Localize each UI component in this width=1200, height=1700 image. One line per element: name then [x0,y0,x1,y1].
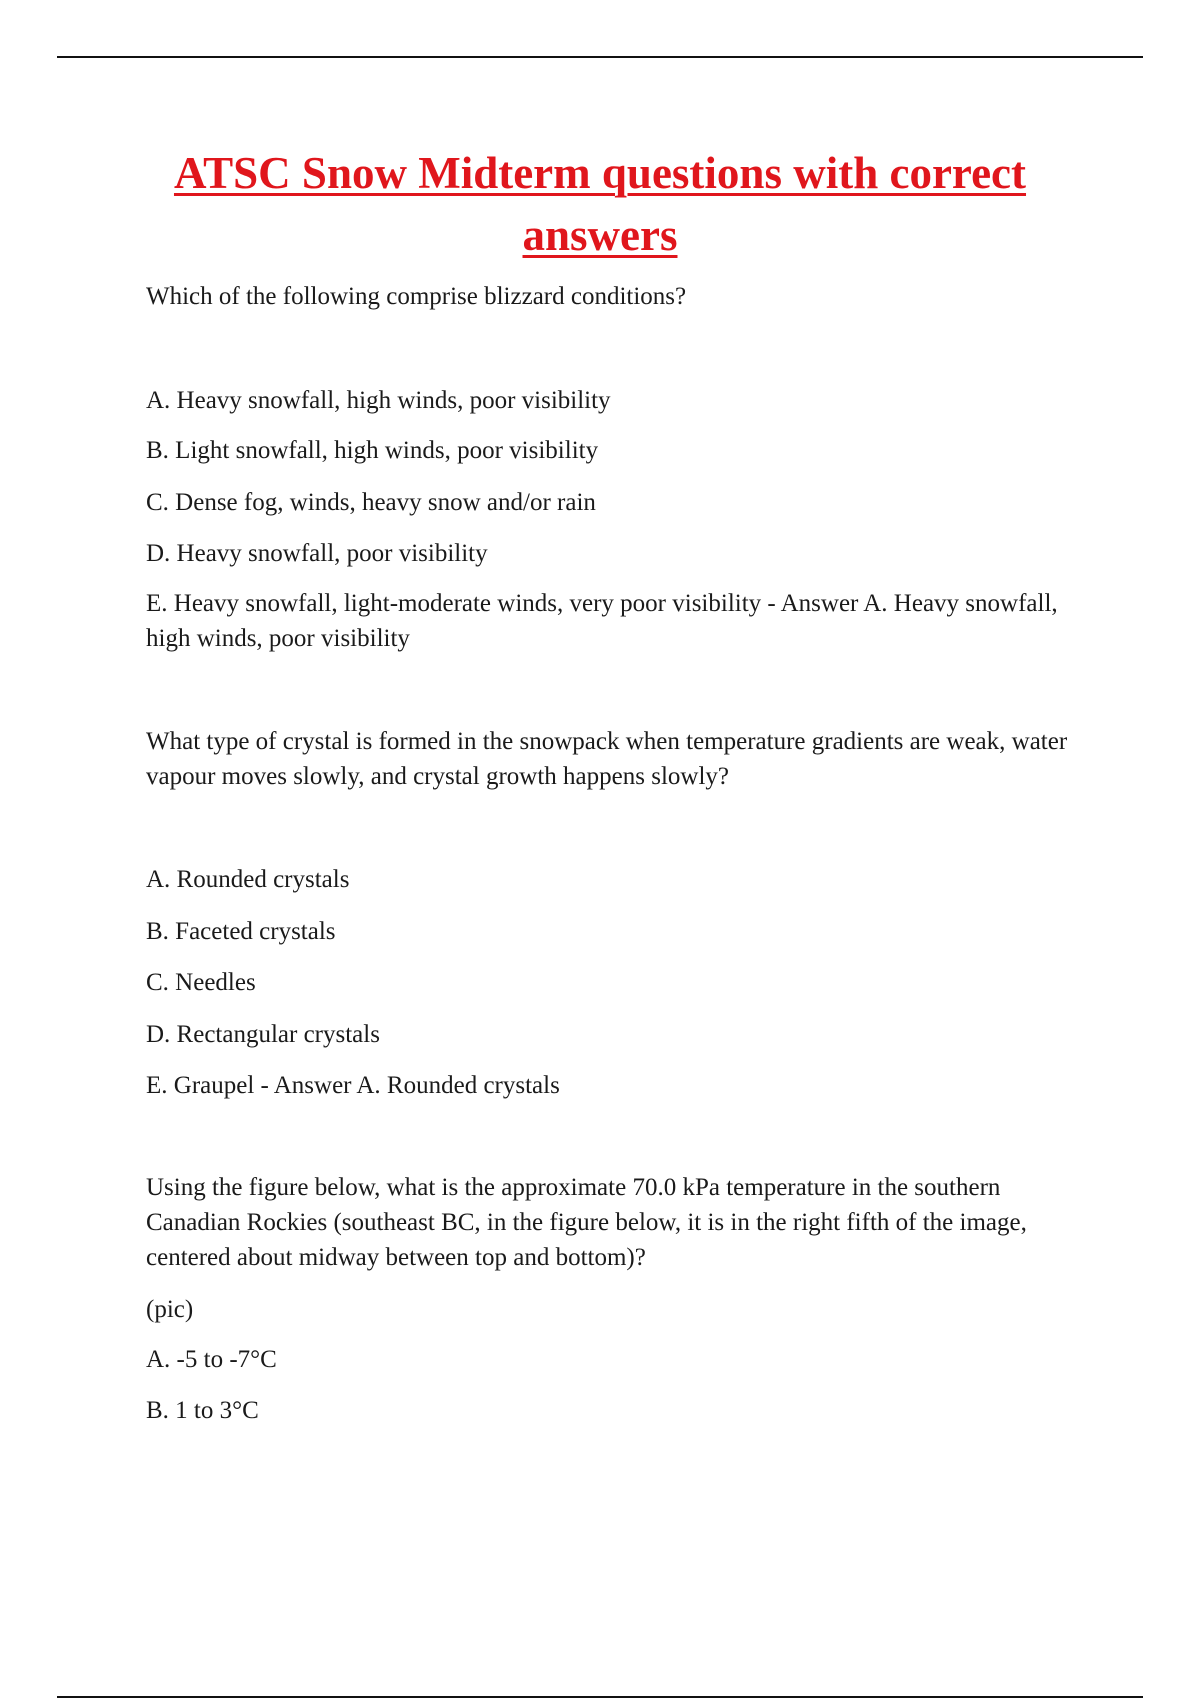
question-2-option-c: C. Needles [146,969,256,996]
header-rule [57,56,1143,58]
question-2-option-e-answer: E. Graupel - Answer A. Rounded crystals [146,1072,560,1099]
question-2-option-a: A. Rounded crystals [146,866,350,893]
question-2-option-d: D. Rectangular crystals [146,1021,380,1048]
question-1-option-b: B. Light snowfall, high winds, poor visibility [146,437,599,464]
question-2-prompt: What type of crystal is formed in the snowpack when temperature gradients are weak, water vapour moves slowly, and crystal growth happens slowly? [146,728,1068,790]
question-1-option-e-answer: E. Heavy snowfall, light-moderate winds, very poor visibility - Answer A. Heavy snowfall, high winds, poor visibility [146,590,1058,652]
question-3-prompt: Using the figure below, what is the approximate 70.0 kPa temperature in the southern Canadian Rockies (southeast BC, in the figure below, it is in the right fifth of the image, centered about midway between top and bottom)? [146,1174,1027,1271]
question-3-option-b: B. 1 to 3°C [146,1397,259,1424]
question-2-option-b: B. Faceted crystals [146,918,336,945]
question-3-option-a: A. -5 to -7°C [146,1346,277,1373]
question-1-option-a: A. Heavy snowfall, high winds, poor visibility [146,387,611,414]
question-1-prompt: Which of the following comprise blizzard conditions? [146,283,687,310]
footer-rule [57,1696,1143,1698]
question-1-option-c: C. Dense fog, winds, heavy snow and/or rain [146,489,596,516]
question-1-option-d: D. Heavy snowfall, poor visibility [146,540,488,567]
document-title: ATSC Snow Midterm questions with correct answers [173,148,1027,260]
question-3-figure-placeholder: (pic) [146,1296,194,1323]
